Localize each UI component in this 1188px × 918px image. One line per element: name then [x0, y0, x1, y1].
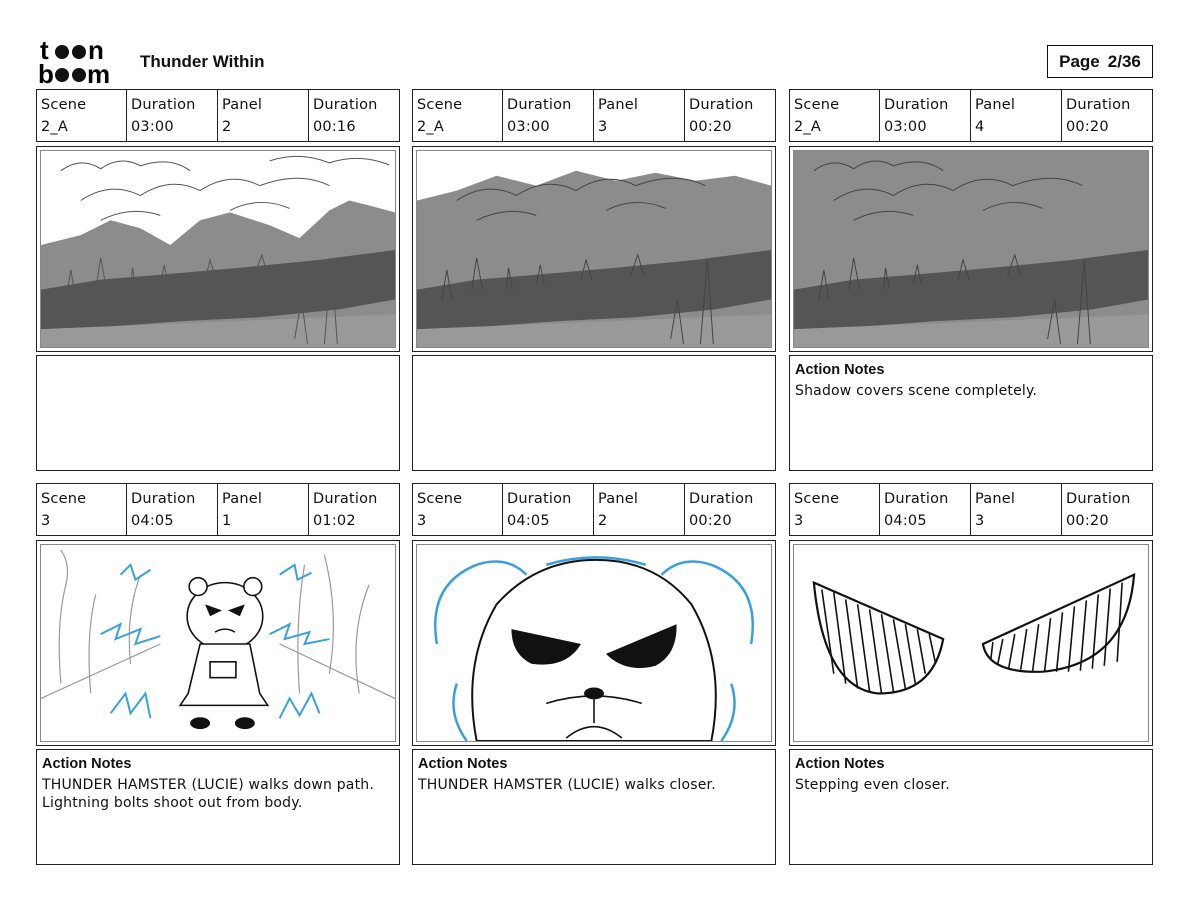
hamster-walking-lightning: [41, 545, 395, 741]
action-notes-title: Action Notes: [42, 756, 132, 772]
scene-duration-label: Duration: [131, 97, 196, 113]
panel-label: Panel: [222, 97, 263, 113]
scene-value: 3: [41, 513, 51, 529]
svg-text:n: n: [88, 38, 104, 65]
scene-label: Scene: [417, 97, 463, 113]
mountain-landscape-shadowed: [417, 151, 771, 347]
scene-duration-value: 03:00: [884, 119, 927, 135]
panel-frame: [789, 146, 1153, 352]
panel-value: 2: [598, 513, 608, 529]
panel-frame: [36, 540, 400, 746]
svg-text:b: b: [38, 59, 54, 86]
panel-value: 1: [222, 513, 232, 529]
panel-header: [412, 89, 776, 142]
scene-duration-value: 04:05: [131, 513, 174, 529]
document-title: Thunder Within: [140, 52, 265, 71]
action-notes-text: THUNDER HAMSTER (LUCIE) walks down path. Lightning bolts shoot out from body.: [42, 777, 374, 811]
panel-duration-value: 00:20: [689, 119, 732, 135]
panel-label: Panel: [975, 491, 1016, 507]
panel-duration-value: 00:16: [313, 119, 356, 135]
panel-duration-label: Duration: [1066, 491, 1131, 507]
panel-duration-label: Duration: [313, 97, 378, 113]
scene-value: 3: [417, 513, 427, 529]
panel-value: 3: [975, 513, 985, 529]
panel-label: Panel: [598, 97, 639, 113]
action-notes-title: Action Notes: [795, 362, 885, 378]
panel-duration-label: Duration: [313, 491, 378, 507]
scene-duration-value: 03:00: [507, 119, 550, 135]
panel-duration-label: Duration: [689, 491, 754, 507]
panel-duration-value: 00:20: [1066, 513, 1109, 529]
page-label: Page: [1059, 51, 1100, 71]
panel-frame: [36, 146, 400, 352]
action-notes-box: [36, 355, 400, 471]
action-notes-text: Stepping even closer.: [795, 777, 950, 793]
panel-frame: [789, 540, 1153, 746]
panel-value: 3: [598, 119, 608, 135]
toonboom-logo: [38, 38, 126, 86]
panel-header: [36, 483, 400, 536]
panel-value: 4: [975, 119, 985, 135]
action-notes-box: [789, 749, 1153, 865]
action-notes-text: THUNDER HAMSTER (LUCIE) walks closer.: [418, 777, 716, 793]
panel-label: Panel: [975, 97, 1016, 113]
panel-duration-value: 00:20: [1066, 119, 1109, 135]
action-notes-box: [412, 355, 776, 471]
scene-value: 2_A: [417, 119, 444, 135]
page-indicator: [1047, 45, 1153, 78]
action-notes-box: [789, 355, 1153, 471]
panel-duration-label: Duration: [689, 97, 754, 113]
scene-duration-label: Duration: [884, 491, 949, 507]
panel-header: [36, 89, 400, 142]
angry-eyes-closeup: [794, 545, 1148, 741]
panel-header: [412, 483, 776, 536]
panel-duration-value: 00:20: [689, 513, 732, 529]
panel-header: [789, 483, 1153, 536]
scene-duration-value: 03:00: [131, 119, 174, 135]
panel-duration-value: 01:02: [313, 513, 356, 529]
action-notes-title: Action Notes: [418, 756, 508, 772]
action-notes-box: [36, 749, 400, 865]
page-number: 2/36: [1107, 51, 1141, 71]
action-notes-text: Shadow covers scene completely.: [795, 383, 1038, 399]
scene-label: Scene: [417, 491, 463, 507]
scene-duration-value: 04:05: [884, 513, 927, 529]
scene-duration-label: Duration: [507, 491, 572, 507]
action-notes-title: Action Notes: [795, 756, 885, 772]
scene-label: Scene: [794, 491, 840, 507]
mountain-landscape-sketch: [41, 151, 395, 347]
svg-text:m: m: [87, 59, 111, 86]
panel-label: Panel: [222, 491, 263, 507]
panel-label: Panel: [598, 491, 639, 507]
action-notes-box: [412, 749, 776, 865]
panel-header: [789, 89, 1153, 142]
scene-value: 3: [794, 513, 804, 529]
hamster-closeup-face: [417, 545, 771, 741]
panel-frame: [412, 540, 776, 746]
panel-duration-label: Duration: [1066, 97, 1131, 113]
scene-duration-label: Duration: [884, 97, 949, 113]
scene-label: Scene: [41, 97, 87, 113]
scene-duration-label: Duration: [507, 97, 572, 113]
scene-duration-label: Duration: [131, 491, 196, 507]
panel-value: 2: [222, 119, 232, 135]
scene-duration-value: 04:05: [507, 513, 550, 529]
scene-value: 2_A: [794, 119, 821, 135]
scene-label: Scene: [41, 491, 87, 507]
svg-text:t: t: [40, 38, 49, 65]
scene-label: Scene: [794, 97, 840, 113]
panel-frame: [412, 146, 776, 352]
scene-value: 2_A: [41, 119, 68, 135]
mountain-landscape-full-shadow: [794, 151, 1148, 347]
